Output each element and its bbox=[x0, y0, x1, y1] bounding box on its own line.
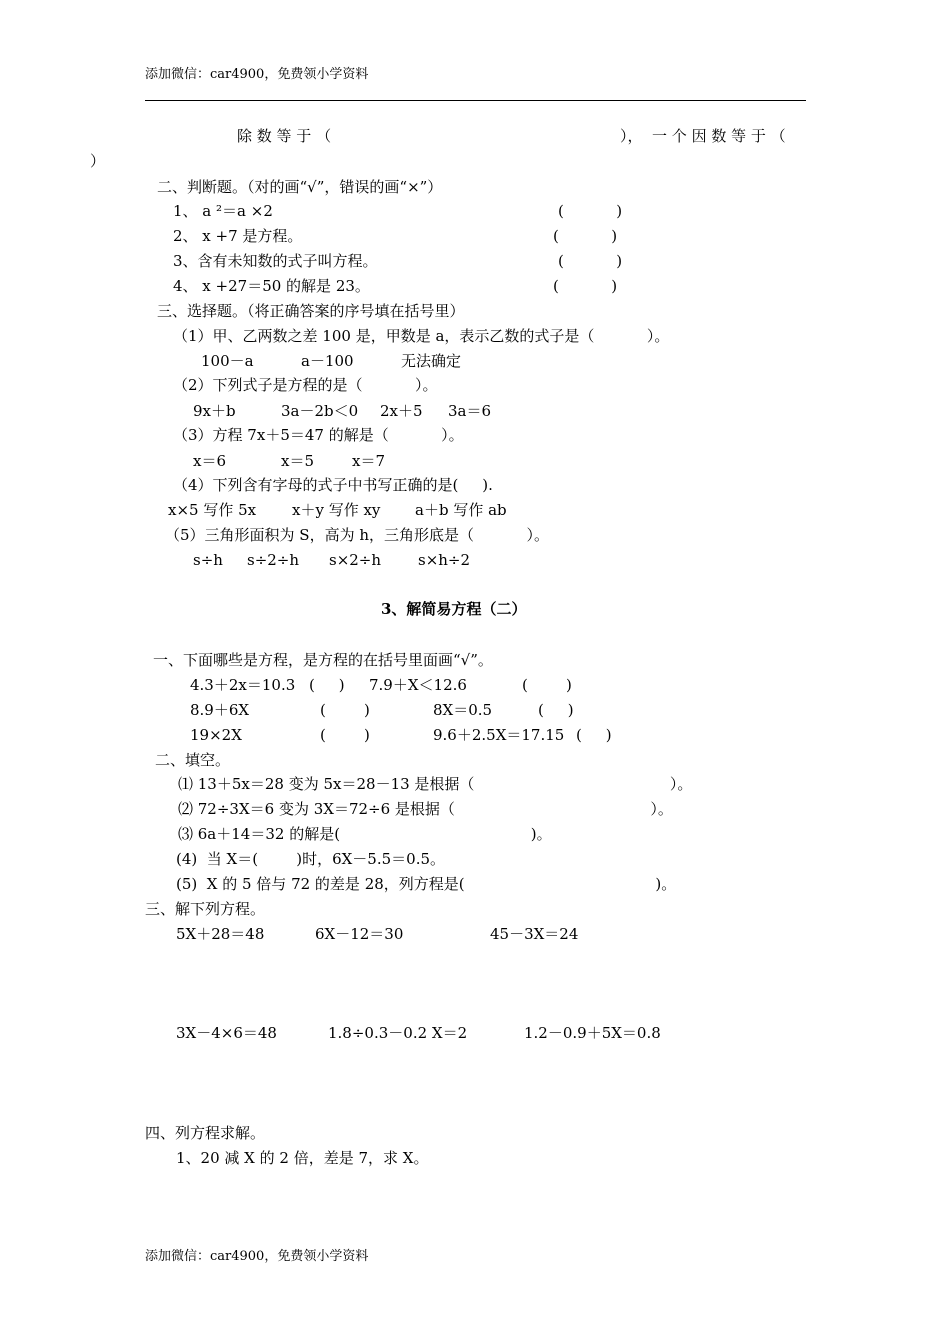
fill-item-4: (4) 当 X＝( )时，6X－5.5＝0.5。 bbox=[176, 850, 446, 868]
choice-q2-opt-c[interactable]: 2x＋5 bbox=[380, 402, 423, 420]
judge-mark-4[interactable]: ( ) bbox=[553, 277, 618, 295]
judge-item-4: 4、 x +27＝50 的解是 23。 bbox=[173, 277, 370, 295]
solve-eq-6: 1.2－0.9＋5X＝0.8 bbox=[524, 1024, 661, 1042]
eq-item-1: 4.3＋2x＝10.3 bbox=[190, 676, 296, 694]
choice-q5-opt-d[interactable]: s×h÷2 bbox=[418, 551, 471, 569]
choice-q5-opt-c[interactable]: s×2÷h bbox=[329, 551, 382, 569]
solve-title: 三、解下列方程。 bbox=[145, 900, 266, 918]
word-q1: 1、20 减 X 的 2 倍，差是 7，求 X。 bbox=[176, 1149, 429, 1167]
cont-line-c: ） bbox=[90, 152, 106, 170]
page-footer: 添加微信：car4900，免费领小学资料 bbox=[145, 1249, 369, 1264]
choice-q1-opt-a[interactable]: 100－a bbox=[201, 352, 254, 370]
fill-title: 二、填空。 bbox=[155, 751, 231, 769]
fill-item-2: ⑵ 72÷3X＝6 变为 3X＝72÷6 是根据（ ）。 bbox=[178, 800, 673, 818]
choice-q3: （3）方程 7x＋5＝47 的解是（ ）。 bbox=[173, 426, 464, 444]
word-title: 四、列方程求解。 bbox=[145, 1124, 266, 1142]
fill-item-5: (5) X 的 5 倍与 72 的差是 28，列方程是( )。 bbox=[176, 875, 677, 893]
choice-q5-opt-b[interactable]: s÷2÷h bbox=[247, 551, 300, 569]
choice-q5-opt-a[interactable]: s÷h bbox=[193, 551, 223, 569]
judge-item-1: 1、 a ²＝a ×2 bbox=[173, 202, 273, 220]
judge-mark-1[interactable]: ( ) bbox=[558, 202, 623, 220]
choice-title: 三、选择题。（将正确答案的序号填在括号里） bbox=[157, 302, 465, 320]
judge-mark-2[interactable]: ( ) bbox=[553, 227, 618, 245]
eq-item-5: 19×2X bbox=[190, 726, 242, 744]
judge-item-3: 3、含有未知数的式子叫方程。 bbox=[173, 252, 378, 270]
cont-line-a: 除 数 等 于 （ bbox=[237, 127, 332, 145]
eq-mark-3[interactable]: ( ) bbox=[320, 701, 370, 719]
section-title: 3、解简易方程（二） bbox=[381, 600, 527, 618]
eq-mark-1[interactable]: ( ) bbox=[309, 676, 345, 694]
choice-q1: （1）甲、乙两数之差 100 是，甲数是 a，表示乙数的式子是（ ）。 bbox=[173, 327, 670, 345]
choice-q1-opt-b[interactable]: a－100 bbox=[301, 352, 354, 370]
choice-q3-opt-c[interactable]: x＝7 bbox=[352, 452, 386, 470]
eq-mark-6[interactable]: ( ) bbox=[576, 726, 612, 744]
judge-item-2: 2、 x +7 是方程。 bbox=[173, 227, 303, 245]
fill-item-1: ⑴ 13＋5x＝28 变为 5x＝28－13 是根据（ ）。 bbox=[178, 775, 693, 793]
eq-mark-2[interactable]: ( ) bbox=[522, 676, 572, 694]
choice-q2-opt-b[interactable]: 3a－2b＜0 bbox=[281, 402, 359, 420]
page-header: 添加微信：car4900，免费领小学资料 bbox=[145, 67, 369, 82]
solve-eq-3: 45－3X＝24 bbox=[490, 925, 579, 943]
choice-q4-opt-b[interactable]: x＋y 写作 xy bbox=[292, 501, 381, 519]
eq-mark-4[interactable]: ( ) bbox=[538, 701, 574, 719]
solve-eq-4: 3X－4×6＝48 bbox=[176, 1024, 277, 1042]
choice-q5: （5）三角形面积为 S，高为 h，三角形底是（ ）。 bbox=[165, 526, 549, 544]
eq-item-3: 8.9＋6X bbox=[190, 701, 250, 719]
choice-q2-opt-a[interactable]: 9x＋b bbox=[193, 402, 236, 420]
eq-item-2: 7.9＋X＜12.6 bbox=[369, 676, 467, 694]
choice-q3-opt-b[interactable]: x＝5 bbox=[281, 452, 315, 470]
eq-item-4: 8X＝0.5 bbox=[433, 701, 493, 719]
eq-title: 一、下面哪些是方程，是方程的在括号里面画“√”。 bbox=[153, 651, 493, 669]
choice-q2: （2）下列式子是方程的是（ ）。 bbox=[173, 376, 438, 394]
judge-title: 二、判断题。（对的画“√”，错误的画“×”） bbox=[157, 178, 443, 196]
choice-q4-opt-a[interactable]: x×5 写作 5x bbox=[168, 501, 257, 519]
header-rule bbox=[145, 100, 806, 101]
choice-q2-opt-d[interactable]: 3a＝6 bbox=[448, 402, 492, 420]
solve-eq-2: 6X－12＝30 bbox=[315, 925, 404, 943]
fill-item-3: ⑶ 6a＋14＝32 的解是( )。 bbox=[178, 825, 552, 843]
judge-mark-3[interactable]: ( ) bbox=[558, 252, 623, 270]
solve-eq-5: 1.8÷0.3－0.2 X＝2 bbox=[328, 1024, 468, 1042]
eq-item-6: 9.6＋2.5X＝17.15 bbox=[433, 726, 565, 744]
choice-q1-opt-c[interactable]: 无法确定 bbox=[401, 352, 462, 370]
cont-line-b: ）， 一 个 因 数 等 于 （ bbox=[620, 127, 786, 145]
eq-mark-5[interactable]: ( ) bbox=[320, 726, 370, 744]
choice-q4-opt-c[interactable]: a＋b 写作 ab bbox=[415, 501, 507, 519]
solve-eq-1: 5X＋28＝48 bbox=[176, 925, 265, 943]
choice-q4: （4）下列含有字母的式子中书写正确的是( ). bbox=[173, 476, 493, 494]
choice-q3-opt-a[interactable]: x＝6 bbox=[193, 452, 227, 470]
